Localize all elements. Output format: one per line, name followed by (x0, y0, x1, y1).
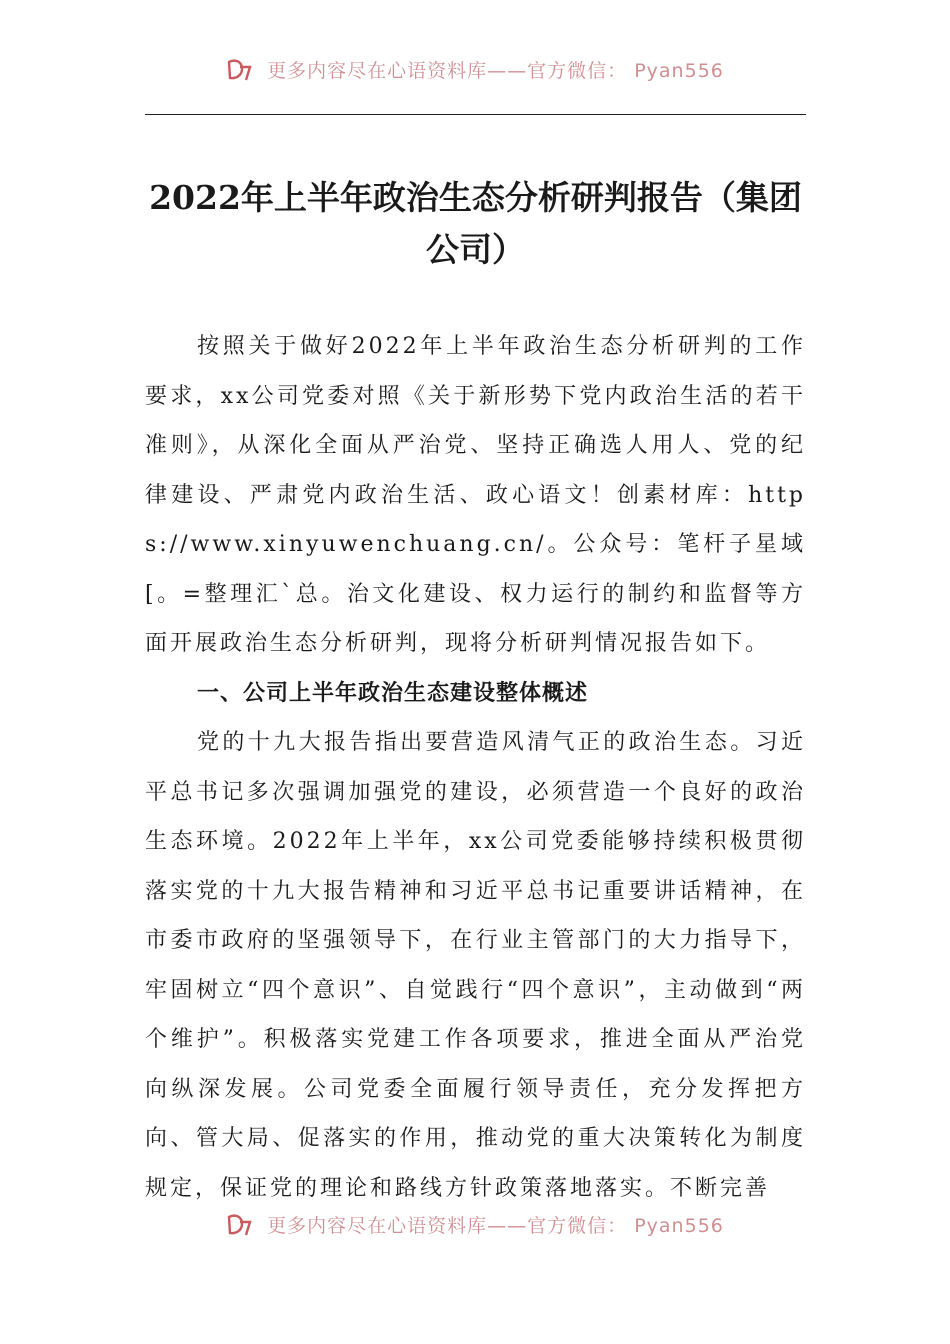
watermark-text: 更多内容尽在心语资料库——官方微信： Pyan556 (267, 60, 724, 82)
watermark-text: 更多内容尽在心语资料库——官方微信： Pyan556 (267, 1215, 724, 1237)
document-body (145, 322, 806, 1213)
header-divider (145, 114, 806, 115)
logo-icon (226, 1213, 254, 1237)
intro-paragraph: 按照关于做好2022年上半年政治生态分析研判的工作要求，xx公司党委对照《关于新形势下党内政治生活的若干准则》，从深化全面从严治党、坚持正确选人用人、党的纪律建设、严肃党内政治生活、政心语文！创素材库：https://www.xinyuwenchuang.cn/。公众号：笔杆子星域[。=整理汇`总。治文化建设、权力运行的制约和监督等方面开展政治生态分析研判，现将分析研判情况报告如下。 (145, 334, 806, 656)
section-paragraph: 党的十九大报告指出要营造风清气正的政治生态。习近平总书记多次强调加强党的建设，必须营造一个良好的政治生态环境。2022年上半年，xx公司党委能够持续积极贯彻落实党的十九大报告精神和习近平总书记重要讲话精神，在市委市政府的坚强领导下，在行业主管部门的大力指导下，牢固树立“四个意识”、自觉践行“四个意识”，主动做到“两个维护”。积极落实党建工作各项要求，推进全面从严治党向纵深发展。公司党委全面履行领导责任，充分发挥把方向、管大局、促落实的作用，推动党的重大决策转化为制度规定，保证党的理论和路线方针政策落地落实。不断完善 (145, 730, 806, 1201)
footer-watermark (0, 1211, 950, 1237)
document-title: 2022年上半年政治生态分析研判报告（集团公司） (149, 178, 802, 269)
section-heading: 一、公司上半年政治生态建设整体概述 (197, 680, 589, 706)
header-watermark (0, 56, 950, 82)
logo-icon (226, 58, 254, 82)
